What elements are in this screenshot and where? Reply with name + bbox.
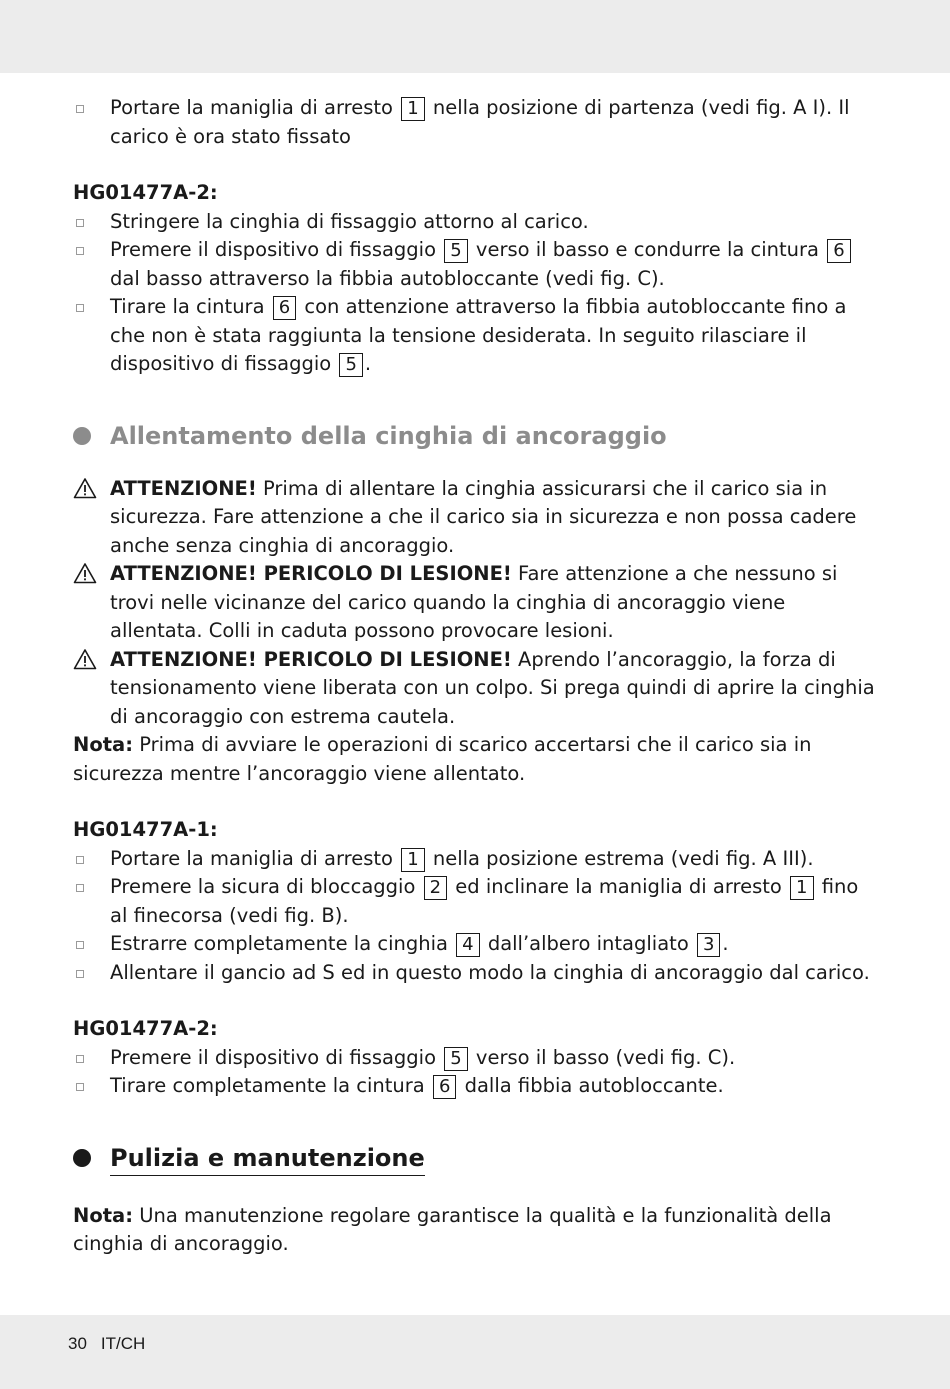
- list-item: Portare la maniglia di arresto 1 nella posizione estrema (vedi fig. A III).: [73, 845, 878, 874]
- model-heading: HG01477A-2:: [73, 1017, 218, 1040]
- part-reference: 6: [827, 239, 850, 263]
- list-item: Premere il dispositivo di fissaggio 5 verso il basso e condurre la cintura 6 dal basso attraverso la fibbia autobloccante (vedi fig. C).: [73, 236, 878, 293]
- locale-label: IT/CH: [100, 1334, 146, 1353]
- page-footer: [68, 1332, 145, 1356]
- part-reference: 4: [456, 933, 479, 957]
- header-band: [0, 0, 950, 73]
- model-heading: HG01477A-2:: [73, 181, 218, 204]
- part-reference: 1: [401, 97, 424, 121]
- section-title-release: Allentamento della cinghia di ancoraggio: [73, 419, 878, 453]
- checkbox-bullet-icon: [76, 970, 84, 978]
- part-reference: 1: [790, 876, 813, 900]
- warning-item: ATTENZIONE! PERICOLO DI LESIONE! Fare attenzione a che nessuno si trovi nelle vicinanze del carico quando la cinghia di ancoraggio viene allentata. Colli in caduta possono provocare lesioni.: [73, 560, 878, 646]
- list-item: Tirare completamente la cintura 6 dalla fibbia autobloccante.: [73, 1072, 878, 1101]
- section-title-cleaning: Pulizia e manutenzione: [73, 1141, 878, 1176]
- page-content: [73, 94, 878, 1259]
- list-item: Estrarre completamente la cinghia 4 dall’albero intagliato 3 .: [73, 930, 878, 959]
- note-paragraph: Nota: Una manutenzione regolare garantisce la qualità e la funzionalità della cinghia di ancoraggio.: [73, 1203, 832, 1255]
- part-reference: 3: [697, 933, 720, 957]
- list-item: Tirare la cintura 6 con attenzione attraverso la fibbia autobloccante fino a che non è stata raggiunta la tensione desiderata. In seguito rilasciare il dispositivo di fissaggio 5 .: [73, 293, 878, 379]
- bullet-dot-icon: [73, 427, 91, 445]
- part-reference: 2: [424, 876, 447, 900]
- checkbox-bullet-icon: [76, 1055, 84, 1063]
- part-reference: 5: [444, 239, 467, 263]
- note-paragraph: Nota: Prima di avviare le operazioni di scarico accertarsi che il carico sia in sicurezza mentre l’ancoraggio viene allentato.: [73, 733, 812, 785]
- part-reference: 1: [401, 848, 424, 872]
- list-item: Stringere la cinghia di fissaggio attorno al carico.: [73, 208, 878, 237]
- part-reference: 5: [339, 353, 362, 377]
- list-item: Premere la sicura di bloccaggio 2 ed inclinare la maniglia di arresto 1 fino al finecorsa (vedi fig. B).: [73, 873, 878, 930]
- checkbox-bullet-icon: [76, 247, 84, 255]
- warning-triangle-icon: [73, 477, 97, 508]
- checkbox-bullet-icon: [76, 856, 84, 864]
- checkbox-bullet-icon: [76, 884, 84, 892]
- page-number: 30: [68, 1334, 87, 1353]
- checkbox-bullet-icon: [76, 219, 84, 227]
- warning-item: ATTENZIONE! Prima di allentare la cinghia assicurarsi che il carico sia in sicurezza. Fare attenzione a che il carico sia in sicurezza e non possa cadere anche senza cinghia di ancoraggio.: [73, 475, 878, 561]
- list-item: Allentare il gancio ad S ed in questo modo la cinghia di ancoraggio dal carico.: [73, 959, 878, 988]
- model-heading: HG01477A-1:: [73, 818, 218, 841]
- part-reference: 5: [444, 1047, 467, 1071]
- checkbox-bullet-icon: [76, 304, 84, 312]
- checkbox-bullet-icon: [76, 105, 84, 113]
- warning-item: ATTENZIONE! PERICOLO DI LESIONE! Aprendo l’ancoraggio, la forza di tensionamento viene liberata con un colpo. Si prega quindi di aprire la cinghia di ancoraggio con estrema cautela.: [73, 646, 878, 732]
- checkbox-bullet-icon: [76, 1083, 84, 1091]
- list-item: Premere il dispositivo di fissaggio 5 verso il basso (vedi fig. C).: [73, 1044, 878, 1073]
- list-item: Portare la maniglia di arresto 1 nella posizione di partenza (vedi fig. A I). Il carico è ora stato fissato: [73, 94, 878, 151]
- bullet-dot-icon: [73, 1149, 91, 1167]
- part-reference: 6: [273, 296, 296, 320]
- part-reference: 6: [433, 1075, 456, 1099]
- warning-triangle-icon: [73, 648, 97, 679]
- checkbox-bullet-icon: [76, 941, 84, 949]
- warning-triangle-icon: [73, 562, 97, 593]
